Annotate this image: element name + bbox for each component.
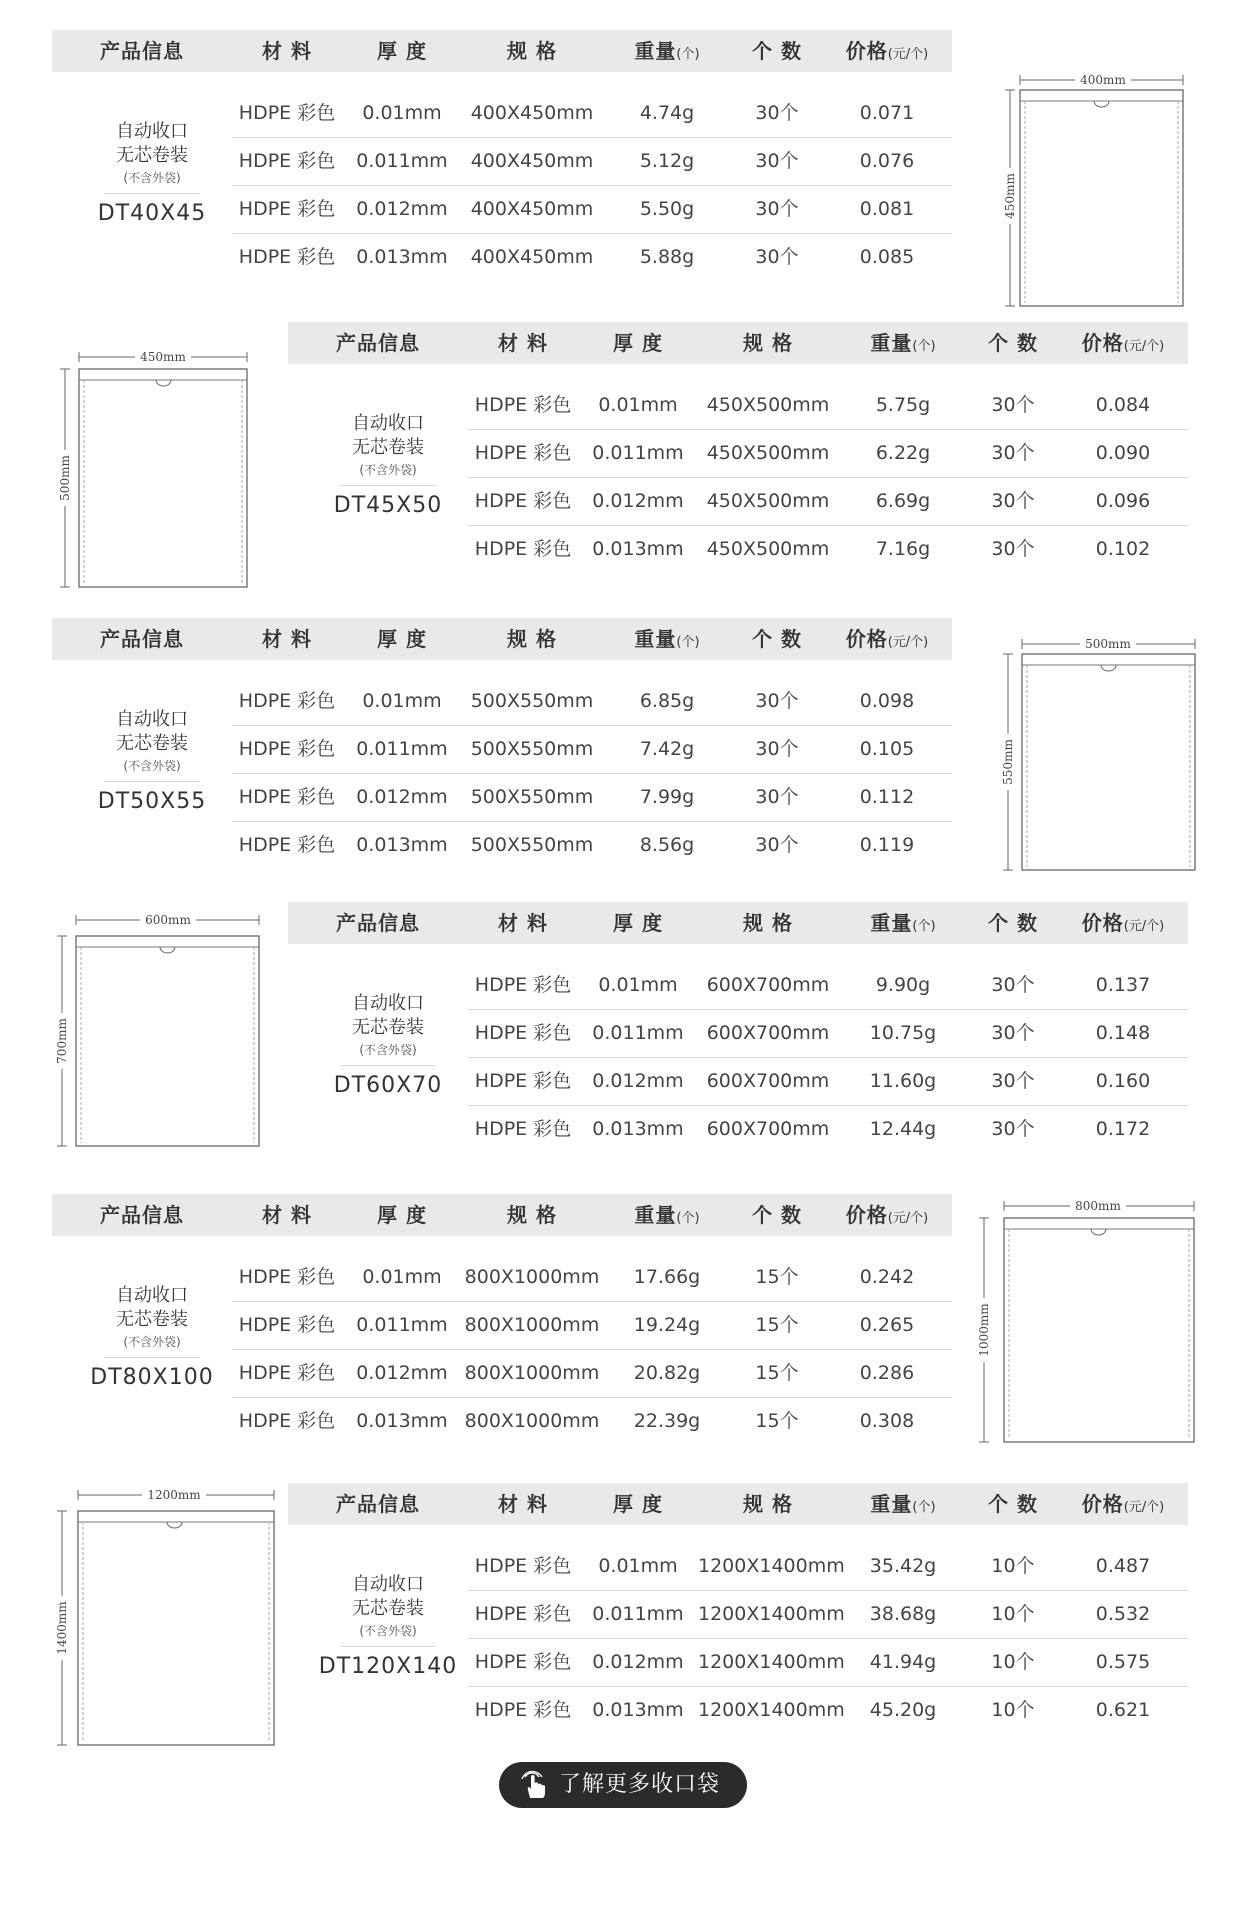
cell-weight: 9.90g xyxy=(875,974,931,996)
height-label: 700mm xyxy=(55,1018,69,1064)
cell-count: 15个 xyxy=(755,1266,799,1288)
cell-count: 10个 xyxy=(991,1555,1035,1577)
bag-diagram xyxy=(55,347,255,592)
product-info xyxy=(82,708,222,816)
bag-diagram xyxy=(1005,70,1195,310)
cell-thickness: 0.01mm xyxy=(598,1555,678,1577)
cell-thickness: 0.011mm xyxy=(356,738,448,760)
cell-count: 30个 xyxy=(755,738,799,760)
table-row xyxy=(232,1350,952,1398)
product-feature-1: 自动收口 xyxy=(116,1285,188,1306)
cell-count: 30个 xyxy=(991,974,1035,996)
bag-diagram xyxy=(50,1483,280,1749)
table-header xyxy=(52,30,952,72)
cell-thickness: 0.01mm xyxy=(362,690,442,712)
product-note: (不含外袋) xyxy=(123,171,181,185)
table-row xyxy=(232,90,952,138)
height-label: 1000mm xyxy=(977,1303,991,1357)
bag-diagram xyxy=(1000,636,1200,876)
product-code: DT120X140 xyxy=(318,1654,458,1679)
cell-price: 0.148 xyxy=(1095,1022,1151,1044)
product-code: DT45X50 xyxy=(333,493,443,518)
table-row xyxy=(468,1058,1188,1106)
product-feature-2: 无芯卷装 xyxy=(116,733,188,754)
product-block-dt120x140 xyxy=(0,1483,1245,1773)
cell-weight: 5.50g xyxy=(639,198,695,220)
cell-count: 30个 xyxy=(991,1118,1035,1140)
spec-table xyxy=(52,618,952,878)
header-spec: 规 格 xyxy=(507,627,557,651)
product-note: (不含外袋) xyxy=(123,759,181,773)
cell-spec: 450X500mm xyxy=(706,490,830,512)
cell-material: HDPE 彩色 xyxy=(474,1022,572,1044)
cell-spec: 1200X1400mm xyxy=(698,1699,845,1721)
cell-thickness: 0.01mm xyxy=(362,1266,442,1288)
table-row xyxy=(232,726,952,774)
cell-thickness: 0.012mm xyxy=(592,1651,684,1673)
cell-weight: 17.66g xyxy=(633,1266,701,1288)
cell-count: 10个 xyxy=(991,1699,1035,1721)
cell-price: 0.487 xyxy=(1095,1555,1151,1577)
cell-count: 30个 xyxy=(755,786,799,808)
cell-material: HDPE 彩色 xyxy=(474,1651,572,1673)
product-note: (不含外袋) xyxy=(359,1043,417,1057)
product-code: DT50X55 xyxy=(97,789,207,814)
cell-spec: 1200X1400mm xyxy=(698,1651,845,1673)
cell-thickness: 0.011mm xyxy=(592,1603,684,1625)
table-header xyxy=(288,902,1188,944)
more-bags-button[interactable] xyxy=(499,1762,747,1808)
cell-weight: 5.88g xyxy=(639,246,695,268)
cell-price: 0.242 xyxy=(859,1266,915,1288)
cell-material: HDPE 彩色 xyxy=(238,1410,336,1432)
product-feature-2: 无芯卷装 xyxy=(352,1017,424,1038)
width-label: 500mm xyxy=(1085,637,1131,651)
cell-weight: 35.42g xyxy=(869,1555,937,1577)
cell-spec: 800X1000mm xyxy=(464,1314,600,1336)
header-price: 价格(元/个) xyxy=(1081,911,1165,935)
header-info: 产品信息 xyxy=(100,627,184,651)
cell-spec: 600X700mm xyxy=(706,1070,830,1092)
product-code: DT40X45 xyxy=(97,201,207,226)
table-row xyxy=(468,430,1188,478)
product-feature-2: 无芯卷装 xyxy=(116,1309,188,1330)
table-header xyxy=(52,618,952,660)
product-feature-1: 自动收口 xyxy=(352,993,424,1014)
cell-material: HDPE 彩色 xyxy=(238,246,336,268)
width-label: 400mm xyxy=(1080,73,1126,87)
header-spec: 规 格 xyxy=(507,39,557,63)
header-thickness: 厚 度 xyxy=(377,1203,427,1227)
cell-spec: 600X700mm xyxy=(706,974,830,996)
cell-weight: 5.75g xyxy=(875,394,931,416)
cell-spec: 400X450mm xyxy=(470,102,594,124)
table-row xyxy=(232,822,952,869)
product-feature-1: 自动收口 xyxy=(352,1574,424,1595)
header-spec: 规 格 xyxy=(743,331,793,355)
cell-weight: 19.24g xyxy=(633,1314,701,1336)
cell-count: 30个 xyxy=(991,490,1035,512)
header-spec: 规 格 xyxy=(507,1203,557,1227)
header-spec: 规 格 xyxy=(743,911,793,935)
cell-count: 30个 xyxy=(755,198,799,220)
cell-spec: 400X450mm xyxy=(470,198,594,220)
cell-count: 30个 xyxy=(755,246,799,268)
cell-thickness: 0.013mm xyxy=(356,246,448,268)
cell-price: 0.071 xyxy=(859,102,915,124)
table-row xyxy=(232,1398,952,1445)
cell-material: HDPE 彩色 xyxy=(474,1555,572,1577)
cell-spec: 450X500mm xyxy=(706,442,830,464)
cell-thickness: 0.01mm xyxy=(362,102,442,124)
spec-table xyxy=(288,322,1188,582)
cell-price: 0.084 xyxy=(1095,394,1151,416)
cell-spec: 500X550mm xyxy=(470,738,594,760)
cell-thickness: 0.012mm xyxy=(356,1362,448,1384)
table-row xyxy=(468,382,1188,430)
cell-price: 0.081 xyxy=(859,198,915,220)
cell-count: 10个 xyxy=(991,1651,1035,1673)
cell-spec: 800X1000mm xyxy=(464,1362,600,1384)
table-row xyxy=(468,1639,1188,1687)
cell-price: 0.096 xyxy=(1095,490,1151,512)
cell-material: HDPE 彩色 xyxy=(238,198,336,220)
header-material: 材 料 xyxy=(498,1492,548,1516)
table-row xyxy=(232,1254,952,1302)
cell-material: HDPE 彩色 xyxy=(474,1699,572,1721)
product-feature-2: 无芯卷装 xyxy=(352,1598,424,1619)
table-header xyxy=(52,1194,952,1236)
cell-material: HDPE 彩色 xyxy=(238,1314,336,1336)
spec-table xyxy=(288,1483,1188,1743)
header-material: 材 料 xyxy=(262,39,312,63)
header-spec: 规 格 xyxy=(743,1492,793,1516)
cell-count: 30个 xyxy=(755,150,799,172)
spec-table xyxy=(52,1194,952,1454)
header-info: 产品信息 xyxy=(336,331,420,355)
cell-material: HDPE 彩色 xyxy=(474,490,572,512)
table-row xyxy=(232,138,952,186)
bag-outline xyxy=(1022,654,1195,870)
cell-thickness: 0.012mm xyxy=(592,1070,684,1092)
cell-price: 0.532 xyxy=(1095,1603,1151,1625)
cell-thickness: 0.012mm xyxy=(356,786,448,808)
product-feature-2: 无芯卷装 xyxy=(116,145,188,166)
table-header xyxy=(288,322,1188,364)
cell-weight: 38.68g xyxy=(869,1603,937,1625)
cell-spec: 500X550mm xyxy=(470,690,594,712)
header-price: 价格(元/个) xyxy=(1081,331,1165,355)
header-count: 个 数 xyxy=(752,627,802,651)
cell-price: 0.105 xyxy=(859,738,915,760)
header-price: 价格(元/个) xyxy=(845,627,929,651)
cell-weight: 12.44g xyxy=(869,1118,937,1140)
cell-weight: 22.39g xyxy=(633,1410,701,1432)
cell-spec: 800X1000mm xyxy=(464,1410,600,1432)
product-info xyxy=(318,992,458,1100)
table-row xyxy=(232,774,952,822)
hand-pointer-icon xyxy=(519,1768,553,1802)
cell-material: HDPE 彩色 xyxy=(238,834,336,856)
header-price: 价格(元/个) xyxy=(1081,1492,1165,1516)
header-info: 产品信息 xyxy=(100,1203,184,1227)
spec-table xyxy=(288,902,1188,1162)
cell-weight: 5.12g xyxy=(639,150,695,172)
cell-material: HDPE 彩色 xyxy=(238,1362,336,1384)
cell-price: 0.076 xyxy=(859,150,915,172)
product-block-dt50x55 xyxy=(0,618,1245,908)
cell-thickness: 0.011mm xyxy=(592,1022,684,1044)
header-material: 材 料 xyxy=(498,331,548,355)
cell-weight: 20.82g xyxy=(633,1362,701,1384)
cell-count: 30个 xyxy=(755,834,799,856)
cell-price: 0.137 xyxy=(1095,974,1151,996)
table-row xyxy=(468,1591,1188,1639)
cell-price: 0.172 xyxy=(1095,1118,1151,1140)
header-weight: 重量(个) xyxy=(870,1492,936,1516)
cell-spec: 450X500mm xyxy=(706,394,830,416)
header-count: 个 数 xyxy=(988,331,1038,355)
table-row xyxy=(468,478,1188,526)
width-label: 800mm xyxy=(1075,1199,1121,1213)
product-block-dt80x100 xyxy=(0,1194,1245,1484)
cell-material: HDPE 彩色 xyxy=(474,974,572,996)
height-label: 550mm xyxy=(1001,739,1015,785)
cell-thickness: 0.011mm xyxy=(356,150,448,172)
cell-thickness: 0.013mm xyxy=(356,834,448,856)
cell-thickness: 0.011mm xyxy=(592,442,684,464)
cell-spec: 400X450mm xyxy=(470,150,594,172)
cell-weight: 8.56g xyxy=(639,834,695,856)
header-count: 个 数 xyxy=(752,1203,802,1227)
divider xyxy=(104,781,200,782)
cell-count: 30个 xyxy=(991,1022,1035,1044)
divider xyxy=(340,1646,436,1647)
cell-price: 0.575 xyxy=(1095,1651,1151,1673)
header-count: 个 数 xyxy=(988,1492,1038,1516)
cell-weight: 6.22g xyxy=(875,442,931,464)
header-thickness: 厚 度 xyxy=(613,911,663,935)
bag-outline xyxy=(79,369,247,587)
cell-thickness: 0.01mm xyxy=(598,394,678,416)
cell-material: HDPE 彩色 xyxy=(238,786,336,808)
cell-spec: 600X700mm xyxy=(706,1022,830,1044)
table-row xyxy=(232,678,952,726)
divider xyxy=(340,485,436,486)
header-weight: 重量(个) xyxy=(870,911,936,935)
cell-thickness: 0.013mm xyxy=(592,538,684,560)
cell-material: HDPE 彩色 xyxy=(474,442,572,464)
cell-material: HDPE 彩色 xyxy=(238,1266,336,1288)
header-material: 材 料 xyxy=(262,627,312,651)
cell-weight: 6.85g xyxy=(639,690,695,712)
table-row xyxy=(468,1106,1188,1153)
cell-weight: 7.16g xyxy=(875,538,931,560)
cell-price: 0.621 xyxy=(1095,1699,1151,1721)
divider xyxy=(104,193,200,194)
bag-outline xyxy=(78,1511,274,1745)
header-weight: 重量(个) xyxy=(634,39,700,63)
cell-weight: 41.94g xyxy=(869,1651,937,1673)
cell-count: 30个 xyxy=(755,102,799,124)
product-info xyxy=(318,1573,458,1681)
height-label: 450mm xyxy=(1003,173,1017,219)
cell-spec: 500X550mm xyxy=(470,786,594,808)
cell-count: 15个 xyxy=(755,1362,799,1384)
cell-spec: 500X550mm xyxy=(470,834,594,856)
cell-material: HDPE 彩色 xyxy=(238,738,336,760)
cell-price: 0.090 xyxy=(1095,442,1151,464)
cell-spec: 1200X1400mm xyxy=(698,1603,845,1625)
cell-price: 0.102 xyxy=(1095,538,1151,560)
cell-count: 30个 xyxy=(755,690,799,712)
product-code: DT60X70 xyxy=(333,1073,443,1098)
cell-thickness: 0.012mm xyxy=(592,490,684,512)
product-info xyxy=(82,120,222,228)
product-note: (不含外袋) xyxy=(359,463,417,477)
table-header xyxy=(288,1483,1188,1525)
width-label: 450mm xyxy=(140,350,186,364)
cell-material: HDPE 彩色 xyxy=(238,102,336,124)
cell-material: HDPE 彩色 xyxy=(474,1603,572,1625)
header-material: 材 料 xyxy=(262,1203,312,1227)
cell-thickness: 0.013mm xyxy=(592,1118,684,1140)
cell-material: HDPE 彩色 xyxy=(238,690,336,712)
bag-diagram xyxy=(970,1198,1200,1448)
header-info: 产品信息 xyxy=(336,1492,420,1516)
product-code: DT80X100 xyxy=(90,1365,214,1390)
cell-count: 15个 xyxy=(755,1314,799,1336)
width-label: 1200mm xyxy=(147,1488,201,1502)
header-weight: 重量(个) xyxy=(634,627,700,651)
bag-diagram xyxy=(52,902,262,1154)
cell-thickness: 0.012mm xyxy=(356,198,448,220)
product-feature-1: 自动收口 xyxy=(116,121,188,142)
table-row xyxy=(232,186,952,234)
product-info xyxy=(82,1284,222,1392)
product-block-dt60x70 xyxy=(0,902,1245,1192)
width-label: 600mm xyxy=(145,913,191,927)
height-label: 1400mm xyxy=(55,1601,69,1655)
header-count: 个 数 xyxy=(752,39,802,63)
cell-count: 30个 xyxy=(991,394,1035,416)
table-row xyxy=(468,1010,1188,1058)
table-row xyxy=(468,1543,1188,1591)
cell-thickness: 0.013mm xyxy=(592,1699,684,1721)
header-info: 产品信息 xyxy=(100,39,184,63)
divider xyxy=(340,1065,436,1066)
table-row xyxy=(468,962,1188,1010)
cell-spec: 450X500mm xyxy=(706,538,830,560)
more-bags-label: 了解更多收口袋 xyxy=(559,1772,721,1797)
cell-count: 10个 xyxy=(991,1603,1035,1625)
header-price: 价格(元/个) xyxy=(845,39,929,63)
cell-weight: 7.42g xyxy=(639,738,695,760)
cell-spec: 400X450mm xyxy=(470,246,594,268)
cell-count: 15个 xyxy=(755,1410,799,1432)
table-row xyxy=(468,526,1188,573)
cell-material: HDPE 彩色 xyxy=(474,538,572,560)
cell-material: HDPE 彩色 xyxy=(238,150,336,172)
cell-material: HDPE 彩色 xyxy=(474,394,572,416)
header-count: 个 数 xyxy=(988,911,1038,935)
cell-weight: 4.74g xyxy=(639,102,695,124)
cell-price: 0.160 xyxy=(1095,1070,1151,1092)
cell-count: 30个 xyxy=(991,442,1035,464)
cell-price: 0.265 xyxy=(859,1314,915,1336)
product-feature-1: 自动收口 xyxy=(352,413,424,434)
header-info: 产品信息 xyxy=(336,911,420,935)
header-material: 材 料 xyxy=(498,911,548,935)
product-block-dt45x50 xyxy=(0,322,1245,612)
header-weight: 重量(个) xyxy=(870,331,936,355)
product-feature-1: 自动收口 xyxy=(116,709,188,730)
cell-price: 0.286 xyxy=(859,1362,915,1384)
cell-weight: 10.75g xyxy=(869,1022,937,1044)
table-row xyxy=(232,234,952,281)
header-thickness: 厚 度 xyxy=(377,627,427,651)
bag-outline xyxy=(1020,90,1183,306)
header-price: 价格(元/个) xyxy=(845,1203,929,1227)
header-thickness: 厚 度 xyxy=(377,39,427,63)
product-block-dt40x45 xyxy=(0,30,1245,320)
cell-material: HDPE 彩色 xyxy=(474,1118,572,1140)
product-note: (不含外袋) xyxy=(359,1624,417,1638)
table-row xyxy=(468,1687,1188,1734)
cell-thickness: 0.01mm xyxy=(598,974,678,996)
bag-outline xyxy=(76,936,259,1146)
header-thickness: 厚 度 xyxy=(613,331,663,355)
cell-count: 30个 xyxy=(991,1070,1035,1092)
cell-price: 0.308 xyxy=(859,1410,915,1432)
bag-outline xyxy=(1004,1218,1194,1442)
cell-price: 0.119 xyxy=(859,834,915,856)
height-label: 500mm xyxy=(58,455,72,501)
header-weight: 重量(个) xyxy=(634,1203,700,1227)
product-info xyxy=(318,412,458,520)
cell-price: 0.098 xyxy=(859,690,915,712)
cell-count: 30个 xyxy=(991,538,1035,560)
cell-price: 0.112 xyxy=(859,786,915,808)
table-row xyxy=(232,1302,952,1350)
cell-spec: 1200X1400mm xyxy=(698,1555,845,1577)
cell-weight: 6.69g xyxy=(875,490,931,512)
product-note: (不含外袋) xyxy=(123,1335,181,1349)
divider xyxy=(104,1357,200,1358)
product-feature-2: 无芯卷装 xyxy=(352,437,424,458)
cell-material: HDPE 彩色 xyxy=(474,1070,572,1092)
cell-thickness: 0.013mm xyxy=(356,1410,448,1432)
spec-table xyxy=(52,30,952,290)
cell-spec: 600X700mm xyxy=(706,1118,830,1140)
cell-weight: 45.20g xyxy=(869,1699,937,1721)
cell-weight: 7.99g xyxy=(639,786,695,808)
cell-weight: 11.60g xyxy=(869,1070,937,1092)
cell-price: 0.085 xyxy=(859,246,915,268)
cell-thickness: 0.011mm xyxy=(356,1314,448,1336)
cell-spec: 800X1000mm xyxy=(464,1266,600,1288)
header-thickness: 厚 度 xyxy=(613,1492,663,1516)
